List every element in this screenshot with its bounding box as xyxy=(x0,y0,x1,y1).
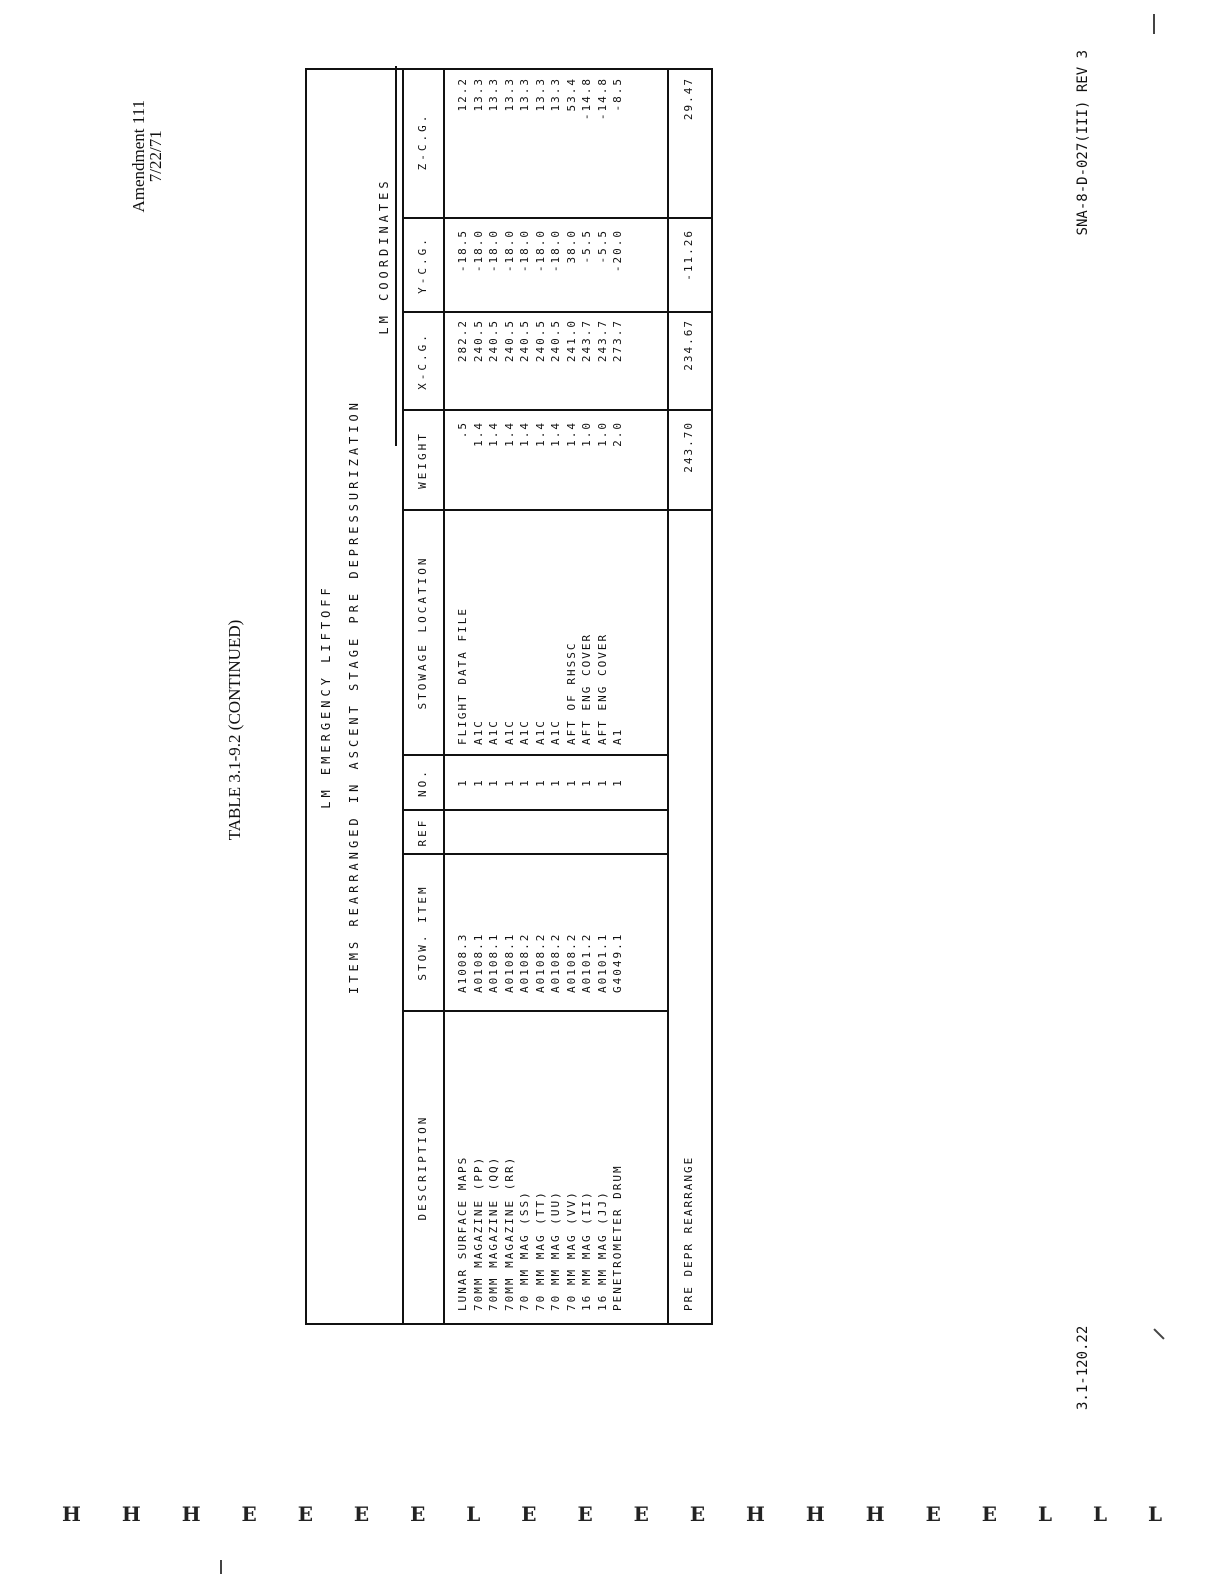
row-weight: 1.0 xyxy=(595,421,609,447)
row-y-cg: -18.5 xyxy=(456,229,469,273)
row-weight: 1.4 xyxy=(549,421,562,447)
row-z-cg: 13.3 xyxy=(549,77,562,112)
row-storage-location: A1C xyxy=(533,719,547,745)
scan-mark-bottom-left xyxy=(220,1560,222,1574)
row-quantity: 1 xyxy=(502,778,516,787)
row-storage-location: A1C xyxy=(502,719,516,745)
row-quantity: 1 xyxy=(564,778,578,787)
stow-item-column xyxy=(455,863,626,993)
row-z-cg: -14.8 xyxy=(595,77,609,121)
row-description: 70MM MAGAZINE (QQ) xyxy=(487,1155,500,1311)
col-header-x-cg: X-C.G. xyxy=(416,332,429,390)
col-rule-5 xyxy=(402,509,713,511)
amendment-date: 7/22/71 xyxy=(146,130,165,183)
edge-mark: E xyxy=(577,1502,593,1526)
col-rule-2 xyxy=(402,853,667,855)
row-stow-item: A0108.2 xyxy=(564,932,578,993)
row-description: 70 MM MAG (UU) xyxy=(549,1190,562,1311)
row-stow-item: A0108.2 xyxy=(549,932,562,993)
row-weight: 1.4 xyxy=(518,421,531,447)
row-stow-item: A1008.3 xyxy=(456,932,469,993)
row-stow-item: A0108.2 xyxy=(518,932,531,993)
col-header-ref: REF xyxy=(416,817,429,847)
total-weight: 243.70 xyxy=(682,421,695,473)
row-quantity: 1 xyxy=(533,778,547,787)
row-quantity: 1 xyxy=(471,778,485,787)
edge-mark: E xyxy=(241,1502,257,1526)
description-column xyxy=(455,1016,626,1311)
col-header-weight: WEIGHT xyxy=(416,431,429,489)
total-label: PRE DEPR REARRANGE xyxy=(682,1155,695,1311)
row-description: 70 MM MAG (VV) xyxy=(564,1190,578,1311)
header-bottom-rule xyxy=(443,70,445,1323)
row-y-cg: -18.0 xyxy=(533,229,547,273)
amendment-label xyxy=(130,100,164,213)
row-quantity: 1 xyxy=(518,778,531,787)
edge-mark: E xyxy=(981,1502,997,1526)
edge-mark: E xyxy=(353,1502,370,1526)
row-stow-item: A0101.1 xyxy=(595,932,609,993)
row-description: 70 MM MAG (TT) xyxy=(533,1190,547,1311)
edge-mark: L xyxy=(466,1502,481,1526)
row-stow-item: A0108.1 xyxy=(487,932,500,993)
edge-mark: E xyxy=(297,1502,313,1526)
row-y-cg: -18.0 xyxy=(549,229,562,273)
amendment-number: Amendment 111 xyxy=(129,100,148,213)
row-y-cg: -5.5 xyxy=(580,229,593,264)
row-x-cg: 243.7 xyxy=(595,319,609,363)
col-header-storage-location: STOWAGE LOCATION xyxy=(416,555,429,710)
row-x-cg: 240.5 xyxy=(518,319,531,363)
y-cg-column xyxy=(455,229,626,311)
row-x-cg: 273.7 xyxy=(611,319,624,363)
row-y-cg: -20.0 xyxy=(611,229,624,273)
col-header-y-cg: Y-C.G. xyxy=(416,236,429,294)
document-id: SNA-8-D-027(III) REV 3 xyxy=(1075,50,1091,236)
edge-mark: L xyxy=(1037,1502,1052,1526)
row-weight: 1.4 xyxy=(471,421,485,447)
col-rule-6 xyxy=(402,409,713,411)
row-weight: 1.4 xyxy=(487,421,500,447)
coords-rule xyxy=(395,66,397,446)
row-z-cg: -8.5 xyxy=(611,77,624,112)
row-z-cg: 13.3 xyxy=(518,77,531,112)
row-quantity: 1 xyxy=(487,778,500,787)
total-rule xyxy=(667,70,669,1323)
row-stow-item: A0108.1 xyxy=(502,932,516,993)
edge-mark: H xyxy=(805,1502,825,1526)
quantity-column xyxy=(455,756,626,809)
row-description: PENETROMETER DRUM xyxy=(611,1164,624,1311)
edge-mark: H xyxy=(865,1502,885,1526)
stowage-table xyxy=(305,68,713,1325)
total-y-cg: -11.26 xyxy=(682,229,695,281)
row-stow-item: A0108.1 xyxy=(471,932,485,993)
row-description: LUNAR SURFACE MAPS xyxy=(456,1155,469,1311)
row-weight: .5 xyxy=(456,421,469,439)
edge-mark: E xyxy=(925,1502,941,1526)
row-z-cg: -14.8 xyxy=(580,77,593,121)
edge-mark: H xyxy=(181,1502,201,1526)
edge-mark: H xyxy=(121,1502,141,1526)
row-y-cg: -18.0 xyxy=(471,229,485,273)
row-stow-item: A0108.2 xyxy=(533,932,547,993)
row-quantity: 1 xyxy=(456,778,469,787)
x-cg-column xyxy=(455,319,626,409)
col-header-stow-item: STOW. ITEM xyxy=(416,884,429,981)
row-description: 16 MM MAG (II) xyxy=(580,1190,593,1311)
row-y-cg: -5.5 xyxy=(595,229,609,264)
col-header-description: DESCRIPTION xyxy=(416,1114,429,1221)
edge-mark: E xyxy=(633,1502,649,1526)
row-description: 70MM MAGAZINE (RR) xyxy=(502,1155,516,1311)
edge-mark: L xyxy=(1147,1502,1162,1526)
total-z-cg: 29.47 xyxy=(682,77,695,121)
row-storage-location: AFT ENG COVER xyxy=(580,632,593,745)
row-x-cg: 240.5 xyxy=(471,319,485,363)
col-rule-8 xyxy=(402,217,713,219)
row-x-cg: 240.5 xyxy=(549,319,562,363)
row-description: 70MM MAGAZINE (PP) xyxy=(471,1155,485,1311)
row-y-cg: -18.0 xyxy=(518,229,531,273)
row-description: 16 MM MAG (JJ) xyxy=(595,1190,609,1311)
col-header-no: NO. xyxy=(416,768,429,797)
z-cg-column xyxy=(455,77,626,217)
page-number: 3.1-120.22 xyxy=(1075,1325,1091,1410)
row-weight: 1.0 xyxy=(580,421,593,447)
row-storage-location: A1C xyxy=(487,719,500,745)
edge-mark: E xyxy=(689,1502,706,1526)
row-quantity: 1 xyxy=(611,778,624,787)
row-quantity: 1 xyxy=(549,778,562,787)
row-storage-location: A1C xyxy=(549,719,562,745)
col-rule-3 xyxy=(402,809,667,811)
coordinates-title: LM COORDINATES xyxy=(377,177,391,335)
row-y-cg: -18.0 xyxy=(487,229,500,273)
edge-mark: H xyxy=(746,1502,765,1526)
row-storage-location: AFT ENG COVER xyxy=(595,632,609,745)
row-z-cg: 53.4 xyxy=(564,77,578,112)
row-stow-item: A0101.2 xyxy=(580,932,593,993)
row-x-cg: 241.0 xyxy=(564,319,578,363)
row-weight: 1.4 xyxy=(533,421,547,447)
row-z-cg: 13.3 xyxy=(502,77,516,112)
row-quantity: 1 xyxy=(580,778,593,787)
row-y-cg: -18.0 xyxy=(502,229,516,273)
row-storage-location: FLIGHT DATA FILE xyxy=(456,607,469,745)
col-header-z-cg: Z-C.G. xyxy=(416,112,429,171)
col-rule-7 xyxy=(402,311,713,313)
row-x-cg: 240.5 xyxy=(502,319,516,363)
edge-mark: H xyxy=(62,1502,81,1526)
storage-location-column xyxy=(455,515,626,745)
scan-mark-top-right xyxy=(1153,14,1155,34)
row-z-cg: 12.2 xyxy=(456,77,469,112)
total-x-cg: 234.67 xyxy=(682,319,695,371)
edge-mark: L xyxy=(1092,1502,1107,1526)
table-subtitle: ITEMS REARRANGED IN ASCENT STAGE PRE DEPRESSURIZATION xyxy=(347,399,361,994)
row-quantity: 1 xyxy=(595,778,609,787)
weight-column xyxy=(455,421,626,509)
row-z-cg: 13.3 xyxy=(533,77,547,112)
col-rule-1 xyxy=(402,1010,667,1012)
row-storage-location: A1C xyxy=(518,719,531,745)
edge-mark: E xyxy=(521,1502,537,1526)
scan-mark-right-slash xyxy=(1153,1328,1164,1339)
row-x-cg: 240.5 xyxy=(487,319,500,363)
row-storage-location: AFT OF RHSSC xyxy=(564,641,578,745)
row-storage-location: A1 xyxy=(611,727,624,745)
row-y-cg: 38.0 xyxy=(564,229,578,264)
table-number-title: TABLE 3.1-9.2 (CONTINUED) xyxy=(225,619,244,841)
row-x-cg: 243.7 xyxy=(580,319,593,363)
row-description: 70 MM MAG (SS) xyxy=(518,1190,531,1311)
edge-mark: E xyxy=(410,1502,426,1526)
row-storage-location: A1C xyxy=(471,719,485,745)
row-weight: 1.4 xyxy=(502,421,516,447)
row-weight: 2.0 xyxy=(611,421,624,447)
table-title: LM EMERGENCY LIFTOFF xyxy=(319,584,333,809)
row-x-cg: 240.5 xyxy=(533,319,547,363)
row-stow-item: G4049.1 xyxy=(611,932,624,993)
row-z-cg: 13.3 xyxy=(487,77,500,112)
rotated-page xyxy=(100,50,1120,1410)
row-z-cg: 13.3 xyxy=(471,77,485,112)
row-x-cg: 282.2 xyxy=(456,319,469,363)
film-edge-marks xyxy=(62,1502,1162,1526)
row-weight: 1.4 xyxy=(564,421,578,447)
